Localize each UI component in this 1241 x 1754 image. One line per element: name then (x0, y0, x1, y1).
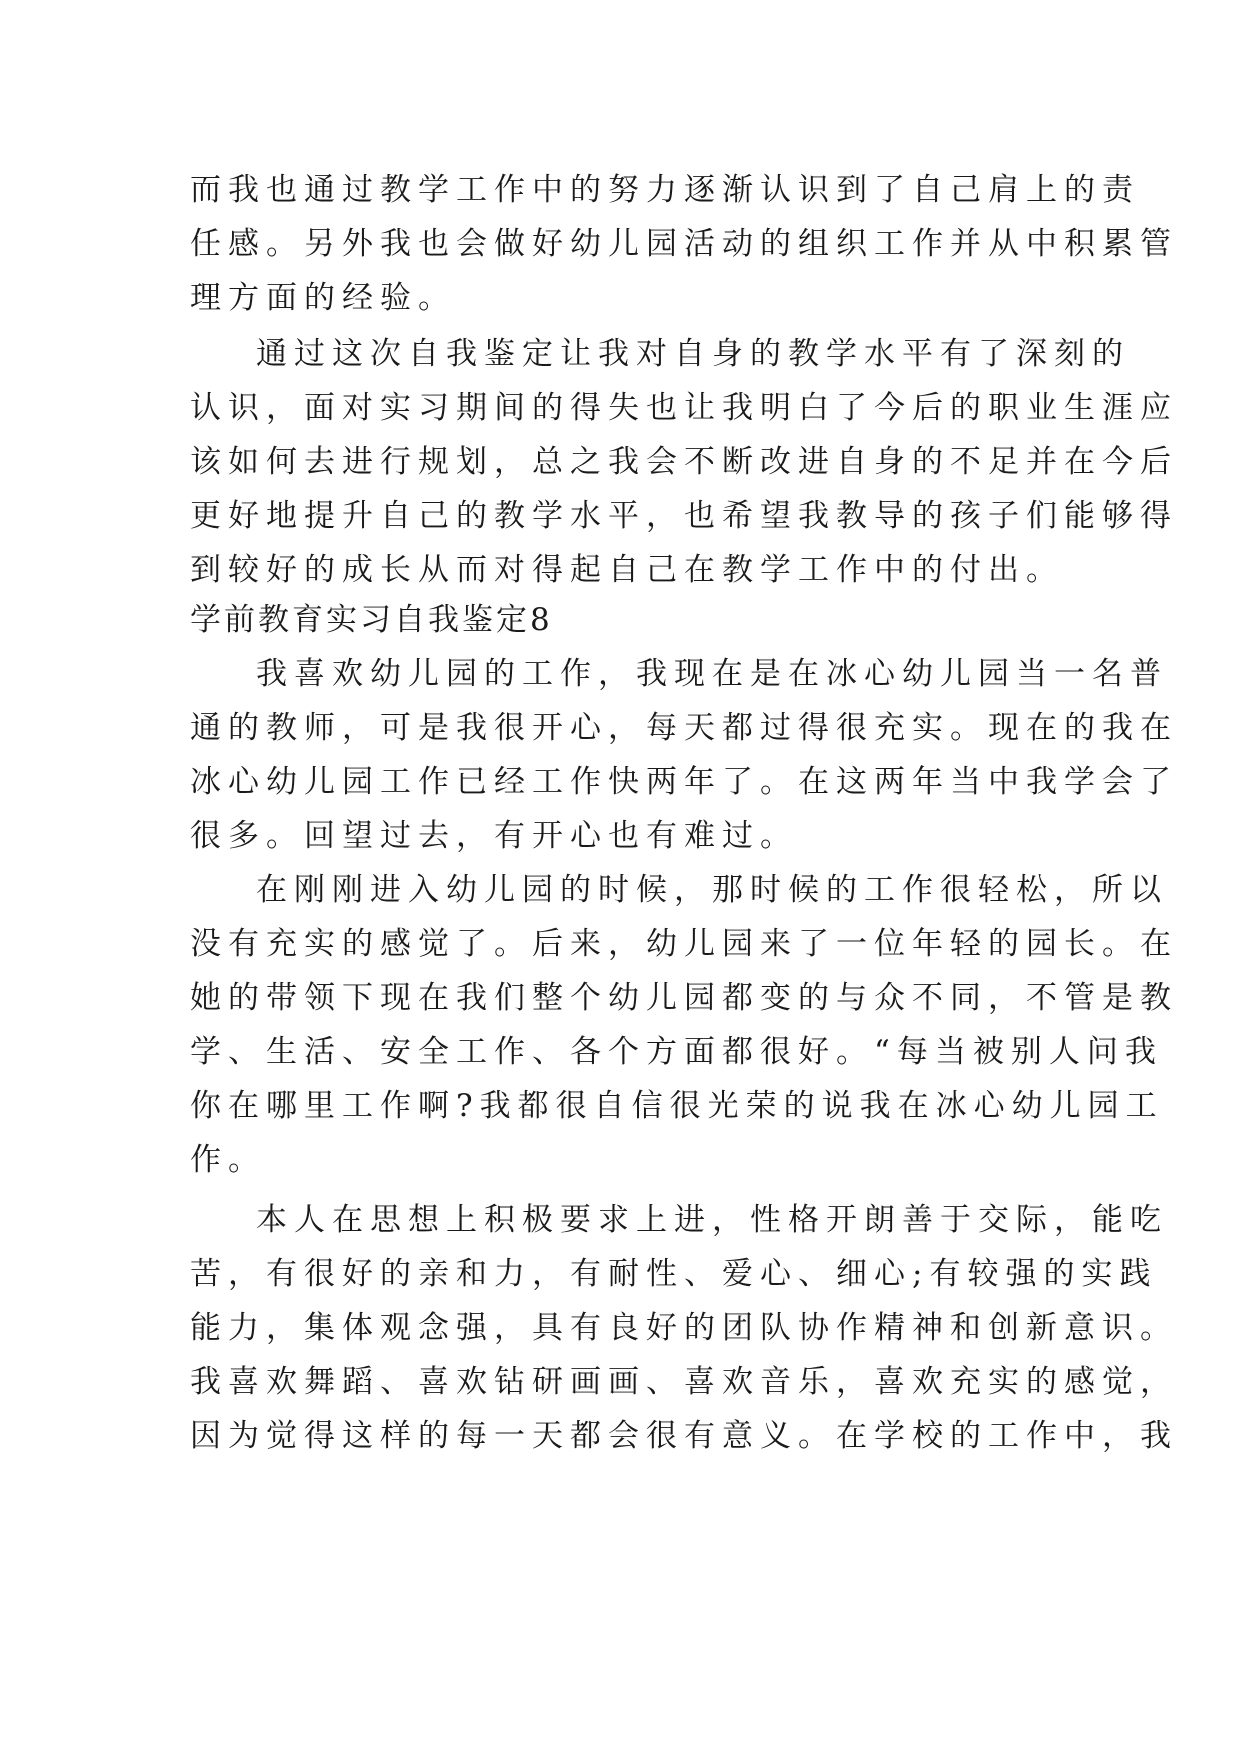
text-line: 苦，有很好的亲和力，有耐性、爱心、细心;有较强的实践 (190, 1256, 1158, 1292)
text-line: 到较好的成长从而对得起自己在教学工作中的付出。 (190, 552, 1064, 588)
paragraph-start-line: 在刚刚进入幼儿园的时候，那时候的工作很轻松，所以 (256, 872, 1168, 908)
paragraph-start-line: 我喜欢幼儿园的工作，我现在是在冰心幼儿园当一名普 (256, 656, 1168, 692)
text-line: 没有充实的感觉了。后来，幼儿园来了一位年轻的园长。在 (190, 926, 1178, 962)
text-line: 该如何去进行规划，总之我会不断改进自身的不足并在今后 (190, 444, 1178, 480)
text-line: 你在哪里工作啊?我都很自信很光荣的说我在冰心幼儿园工 (190, 1088, 1164, 1124)
paragraph-start-line: 通过这次自我鉴定让我对自身的教学水平有了深刻的 (256, 336, 1130, 372)
section-heading: 学前教育实习自我鉴定8 (190, 602, 553, 638)
text-line: 学、生活、安全工作、各个方面都很好。“每当被别人问我 (190, 1034, 1163, 1070)
text-line: 她的带领下现在我们整个幼儿园都变的与众不同，不管是教 (190, 980, 1178, 1016)
text-line: 理方面的经验。 (190, 280, 456, 316)
text-line: 认识，面对实习期间的得失也让我明白了今后的职业生涯应 (190, 390, 1178, 426)
text-line: 能力，集体观念强，具有良好的团队协作精神和创新意识。 (190, 1310, 1178, 1346)
text-line: 很多。回望过去，有开心也有难过。 (190, 818, 798, 854)
paragraph-start-line: 本人在思想上积极要求上进，性格开朗善于交际，能吃 (256, 1202, 1168, 1238)
text-line: 冰心幼儿园工作已经工作快两年了。在这两年当中我学会了 (190, 764, 1178, 800)
text-line: 作。 (190, 1142, 266, 1178)
text-line: 我喜欢舞蹈、喜欢钻研画画、喜欢音乐，喜欢充实的感觉， (190, 1364, 1178, 1400)
text-line: 任感。另外我也会做好幼儿园活动的组织工作并从中积累管 (190, 226, 1178, 262)
text-line: 通的教师，可是我很开心，每天都过得很充实。现在的我在 (190, 710, 1178, 746)
text-line: 因为觉得这样的每一天都会很有意义。在学校的工作中，我 (190, 1418, 1178, 1454)
text-line: 更好地提升自己的教学水平，也希望我教导的孩子们能够得 (190, 498, 1178, 534)
text-line: 而我也通过教学工作中的努力逐渐认识到了自己肩上的责 (190, 172, 1140, 208)
